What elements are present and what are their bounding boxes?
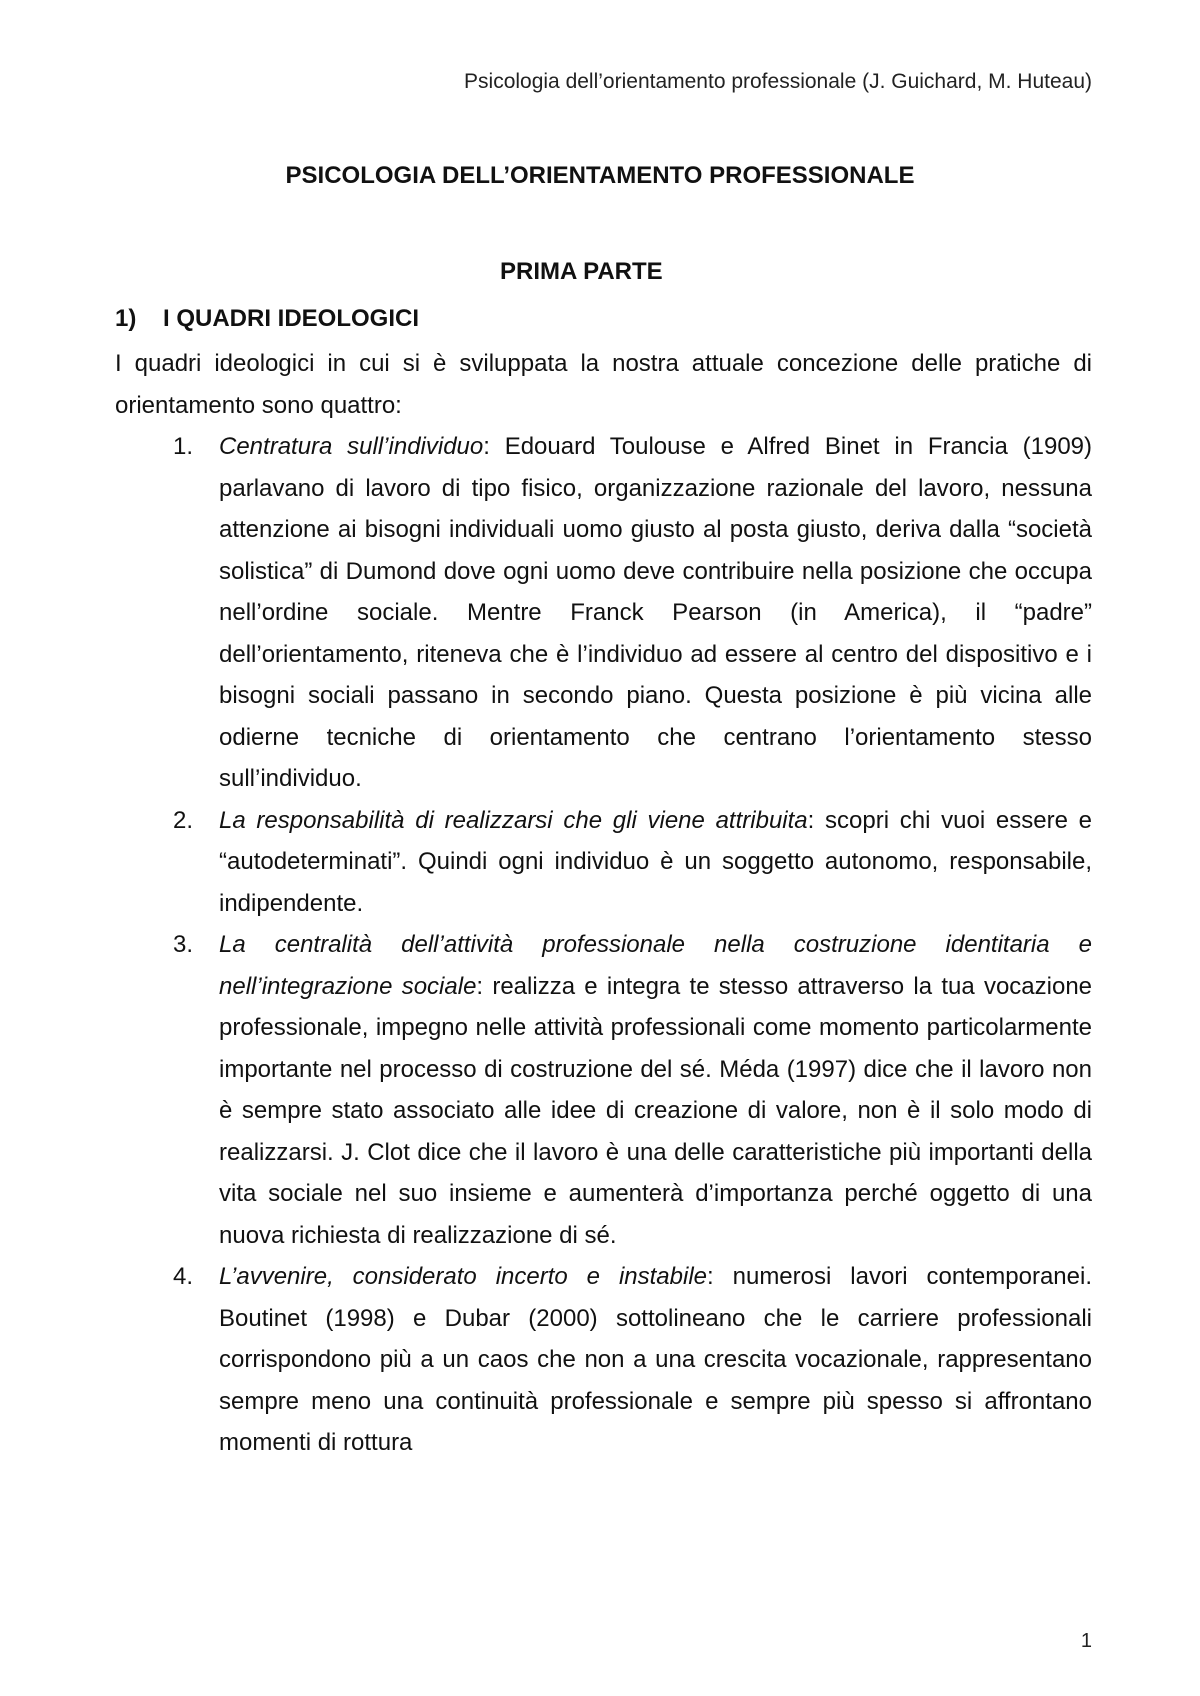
page-number: 1 — [1080, 1630, 1092, 1652]
list-item-term: L’avvenire, considerato incerto e instabile — [219, 1263, 708, 1290]
part-title: PRIMA PARTE — [500, 258, 663, 285]
list-item-term: La centralità dell’attività professionale nella costruzione identitaria e nell’integrazione sociale — [219, 931, 1092, 1000]
list-item-text: : scopri chi vuoi essere e “autodeterminati”. Quindi ogni individuo è un soggetto autonomo, responsabile, indipendente. — [219, 806, 1092, 917]
list-item-term: Centratura sull’individuo — [219, 433, 484, 460]
document-title: PSICOLOGIA DELL’ORIENTAMENTO PROFESSIONALE — [285, 162, 915, 189]
list-marker: 1. — [173, 433, 194, 460]
section-number: 1) — [115, 305, 137, 332]
running-header: Psicologia dell’orientamento professionale (J. Guichard, M. Huteau) — [464, 70, 1092, 93]
list-item-text: : realizza e integra te stesso attraverso la tua vocazione professionale, impegno nelle attività professionali come momento particolarmente importante nel processo di costruzione del sé. Méda (1997) dice che il lavoro non è sempre stato associato alle idee di creazione di valore, non è il solo modo di realizzarsi. J. Clot dice che il lavoro è una delle caratteristiche più importanti della vita sociale nel suo insieme e aumenterà d’importanza perché oggetto di una nuova richiesta di realizzazione di sé. — [219, 972, 1093, 1249]
section-title: I QUADRI IDEOLOGICI — [163, 305, 420, 332]
list-item — [115, 1256, 1092, 1464]
list-item — [115, 800, 1092, 925]
ideological-frames-list — [115, 426, 1092, 1464]
section-heading — [115, 305, 419, 333]
list-item — [115, 426, 1092, 800]
list-marker: 3. — [173, 931, 194, 958]
list-item-term: La responsabilità di realizzarsi che gli viene attribuita — [219, 806, 808, 834]
list-item-text: : Edouard Toulouse e Alfred Binet in Francia (1909) parlavano di lavoro di tipo fisico, organizzazione razionale del lavoro, nessuna attenzione ai bisogni individuali uomo giusto al posta giusto, deriva dalla “società solistica” di Dumond dove ogni uomo deve contribuire nella posizione che occupa nell’ordine sociale. Mentre Franck Pearson (in America), il “padre” dell’orientamento, riteneva che è l’individuo ad essere al centro del dispositivo e i bisogni sociali passano in secondo piano. Questa posizione è più vicina alle odierne tecniche di orientamento che centrano l’orientamento stesso sull’individuo. — [219, 433, 1093, 792]
list-marker: 4. — [173, 1263, 194, 1290]
list-item — [115, 924, 1092, 1256]
list-item-text: : numerosi lavori contemporanei. Boutinet (1998) e Dubar (2000) sottolineano che le carriere professionali corrispondono più a un caos che non a una crescita vocazionale, rappresentano sempre meno una continuità professionale e sempre più spesso si affrontano momenti di rottura — [219, 1263, 1092, 1456]
intro-paragraph: I quadri ideologici in cui si è sviluppata la nostra attuale concezione delle pratiche di orientamento sono quattro: — [115, 350, 1092, 419]
list-marker: 2. — [173, 806, 194, 834]
